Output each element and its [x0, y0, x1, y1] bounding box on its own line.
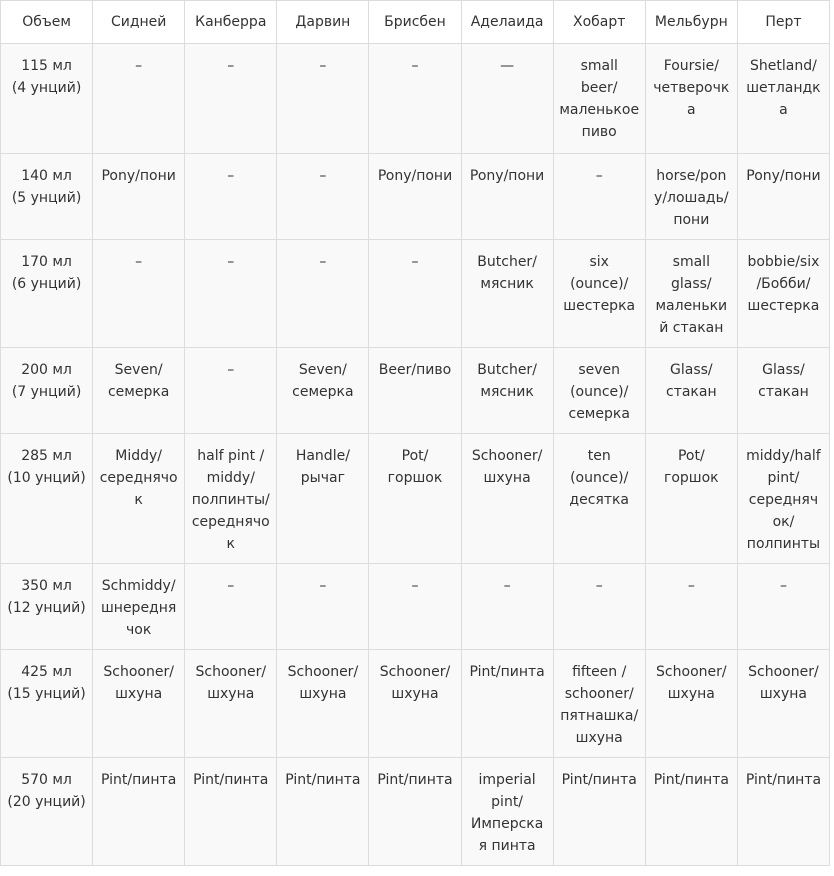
header-canberra: Канберра — [185, 1, 277, 44]
table-header-row — [1, 1, 830, 44]
table-row — [1, 758, 830, 866]
table-row — [1, 348, 830, 434]
table-cell: small glass/ маленьки й стакан — [645, 240, 737, 348]
table-cell: 285 мл (10 унций) — [1, 434, 93, 564]
table-row — [1, 564, 830, 650]
table-cell: Pint/пинта — [277, 758, 369, 866]
table-cell: – — [277, 44, 369, 154]
table-row — [1, 44, 830, 154]
table-cell: Beer/пиво — [369, 348, 461, 434]
table-cell: 140 мл (5 унций) — [1, 154, 93, 240]
table-cell: – — [737, 564, 829, 650]
table-cell: ten (ounce)/ десятка — [553, 434, 645, 564]
table-cell: imperial pint/ Имперска я пинта — [461, 758, 553, 866]
table-cell: fifteen / schooner/ пятнашка/ шхуна — [553, 650, 645, 758]
table-row — [1, 154, 830, 240]
table-cell: – — [553, 564, 645, 650]
header-brisbane: Брисбен — [369, 1, 461, 44]
table-cell: Schooner/ шхуна — [93, 650, 185, 758]
table-cell: – — [93, 44, 185, 154]
table-row — [1, 650, 830, 758]
table-cell: seven (ounce)/ семерка — [553, 348, 645, 434]
table-cell: Butcher/ мясник — [461, 240, 553, 348]
table-cell: middy/half pint/ середняч ок/ полпинты — [737, 434, 829, 564]
table-cell: Schooner/ шхуна — [185, 650, 277, 758]
table-cell: Schooner/ шхуна — [737, 650, 829, 758]
table-cell: – — [185, 564, 277, 650]
table-cell: Schooner/ шхуна — [277, 650, 369, 758]
table-row — [1, 240, 830, 348]
table-cell: Pony/пони — [93, 154, 185, 240]
table-cell: – — [185, 44, 277, 154]
table-cell: Pint/пинта — [645, 758, 737, 866]
table-cell: – — [185, 240, 277, 348]
table-cell: six (ounce)/ шестерка — [553, 240, 645, 348]
table-cell: – — [553, 154, 645, 240]
table-cell: 200 мл (7 унций) — [1, 348, 93, 434]
table-cell: Schooner/ шхуна — [369, 650, 461, 758]
header-sydney: Сидней — [93, 1, 185, 44]
table-cell: Pot/ горшок — [369, 434, 461, 564]
table-cell: Pint/пинта — [553, 758, 645, 866]
table-cell: – — [277, 564, 369, 650]
table-cell: Seven/ семерка — [277, 348, 369, 434]
table-cell: – — [369, 240, 461, 348]
table-cell: – — [277, 240, 369, 348]
table-cell: – — [369, 564, 461, 650]
table-cell: 570 мл (20 унций) — [1, 758, 93, 866]
table-cell: Pony/пони — [369, 154, 461, 240]
table-cell: 425 мл (15 унций) — [1, 650, 93, 758]
table-cell: — — [461, 44, 553, 154]
header-adelaide: Аделаида — [461, 1, 553, 44]
table-cell: Pint/пинта — [737, 758, 829, 866]
header-perth: Перт — [737, 1, 829, 44]
table-cell: Pint/пинта — [369, 758, 461, 866]
header-melbourne: Мельбурн — [645, 1, 737, 44]
table-cell: 115 мл (4 унций) — [1, 44, 93, 154]
table-cell: Pony/пони — [737, 154, 829, 240]
table-cell: – — [461, 564, 553, 650]
table-cell: – — [277, 154, 369, 240]
table-cell: Pint/пинта — [93, 758, 185, 866]
table-cell: 170 мл (6 унций) — [1, 240, 93, 348]
table-cell: small beer/ маленькое пиво — [553, 44, 645, 154]
table-cell: Shetland/ шетландка — [737, 44, 829, 154]
table-cell: Glass/ стакан — [645, 348, 737, 434]
table-cell: – — [369, 44, 461, 154]
table-cell: Schooner/ шхуна — [461, 434, 553, 564]
header-volume: Объем — [1, 1, 93, 44]
table-cell: bobbie/six /Бобби/ шестерка — [737, 240, 829, 348]
table-cell: Foursie/ четверочк а — [645, 44, 737, 154]
table-cell: Glass/ стакан — [737, 348, 829, 434]
table-cell: – — [93, 240, 185, 348]
table-row — [1, 434, 830, 564]
table-cell: Handle/ рычаг — [277, 434, 369, 564]
table-cell: – — [185, 154, 277, 240]
table-cell: Pint/пинта — [185, 758, 277, 866]
table-cell: horse/pon y/лошадь/ пони — [645, 154, 737, 240]
table-cell: – — [185, 348, 277, 434]
table-cell: Schmiddy/ шнередня чок — [93, 564, 185, 650]
table-cell: Schooner/ шхуна — [645, 650, 737, 758]
table-cell: Middy/ середнячо к — [93, 434, 185, 564]
table-cell: Pony/пони — [461, 154, 553, 240]
table-cell: – — [645, 564, 737, 650]
header-hobart: Хобарт — [553, 1, 645, 44]
table-cell: Seven/ семерка — [93, 348, 185, 434]
table-cell: Pint/пинта — [461, 650, 553, 758]
table-cell: Pot/ горшок — [645, 434, 737, 564]
table-cell: Butcher/ мясник — [461, 348, 553, 434]
table-cell: 350 мл (12 унций) — [1, 564, 93, 650]
table-cell: half pint / middy/ полпинты/ середнячо к — [185, 434, 277, 564]
header-darwin: Дарвин — [277, 1, 369, 44]
